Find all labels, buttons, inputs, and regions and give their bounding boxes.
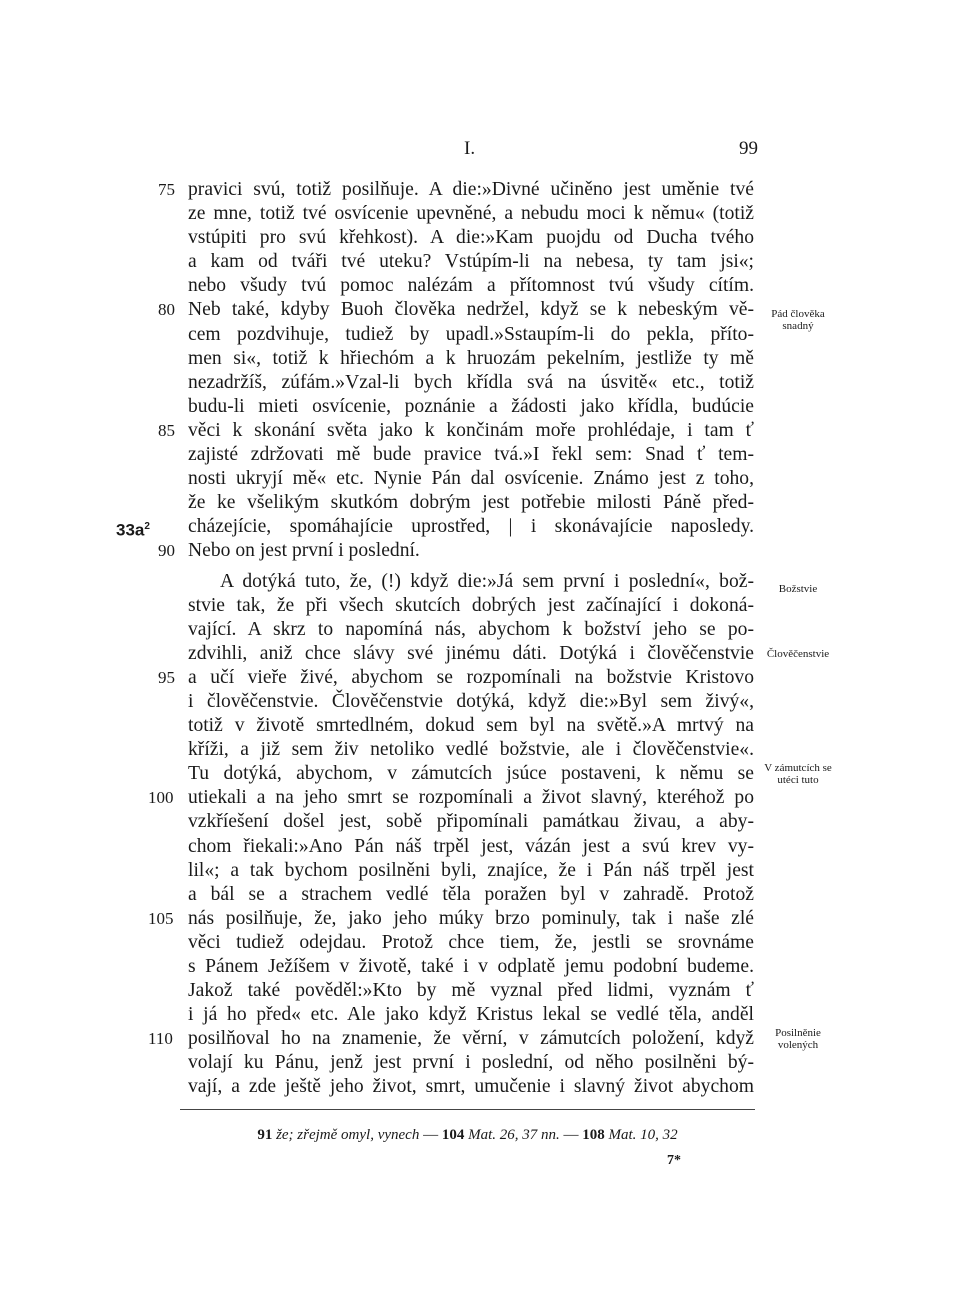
text-line (188, 618, 754, 642)
text-line (188, 690, 754, 714)
line-text: posilňoval ho na znamenie, že věrní, v zámutcích položení, když (188, 1028, 754, 1050)
line-text: chom řiekali:»Ano Pán náš trpěl jest, vázán jest a svú krev vy- (188, 835, 754, 857)
signature-mark: 7* (667, 1153, 681, 1168)
line-text: nás posilňuje, že, jako jeho múky brzo pominuly, tak i naše zlé (188, 907, 754, 929)
running-head (150, 138, 758, 162)
line-text: pravici svú, totiž posilňuje. A die:»Divné učiněno jest uměnie tvé (188, 179, 754, 200)
text-line (188, 347, 754, 371)
line-text: nosti ukryjí mě« etc. Nynie Pán dal osvícenie. Známo jest z toho, (188, 468, 754, 490)
folio-sigla-sup: 2 (144, 521, 150, 533)
line-text: vzkříešení došel jest, sobě připomínali památkau živau, a aby- (188, 811, 754, 833)
footnote-ref: 104 (441, 1127, 465, 1143)
line-text: vají, a zde ještě jeho život, smrt, umučenie i slavný život abychom (188, 1076, 754, 1098)
line-text: a učí vieře živé, abychom se rozpomínali na božstvie Kristovo (188, 666, 754, 688)
text-line (158, 178, 754, 202)
text-line (188, 443, 754, 467)
line-text: A dotýká tuto, že, (!) když die:»Já sem první i poslední«, bož- (220, 570, 754, 592)
margin-note-posilnenie (752, 1027, 844, 1051)
text-line (188, 859, 754, 883)
line-number: 75 (158, 180, 175, 199)
line-text: nebo všudy tvú pomoc nalézám a přítomnost tvú všudy cítím. (188, 275, 754, 297)
line-text: nezadržíš, zúfám.»Vzal-li bych křídla svá na úsvitě« etc., totiž (188, 371, 754, 393)
margin-note-line: V zámutcích se (764, 762, 832, 774)
line-text: men si«, totiž k hřiechóm a k hruozám pekelním, jestliže ty mě (188, 347, 754, 369)
text-line (188, 1051, 754, 1075)
text-line (148, 786, 754, 810)
footnote-text: Mat. 10, 32 (608, 1127, 678, 1143)
text-line (158, 666, 754, 690)
text-line (158, 298, 754, 322)
margin-note-line: Posilněnie (775, 1027, 821, 1039)
margin-note-line: Člověčenstvie (766, 648, 830, 660)
line-text: kříži, a již sem živ netoliko vedlé božstvie, ale i člověčenstvie«. (188, 739, 754, 761)
text-line (158, 539, 754, 563)
line-text: volají ku Pánu, jenž jest první i poslední, od něho posilněni bý- (188, 1052, 754, 1074)
text-line (188, 810, 754, 834)
text-line (188, 955, 754, 979)
text-line (188, 371, 754, 395)
text-line (188, 323, 754, 347)
line-text: lil«; a tak bychom posilněni byli, znajíce, že i Pán náš trpěl jest (188, 859, 754, 881)
margin-note-line: utéci tuto (777, 774, 819, 786)
line-text: zajisté zdržovati mě bude pravice tvá.»I řekl sem: Snad ť tem- (188, 444, 754, 466)
line-text: budu-li mieti osvícenie, poznánie a žádosti jako křídla, budúcie (188, 395, 754, 417)
line-text: utiekali a na jeho smrt se rozpomínali a život slavný, kteréhož po (188, 787, 754, 809)
line-text: cházejície, spomáhajície uprostřed, | i skonávajície naposledy. (188, 516, 754, 538)
line-number: 95 (158, 667, 175, 687)
margin-note-bozstvie (752, 583, 844, 595)
line-text: ze mne, totiž tvé osvícenie upevněné, a nebudu moci k němu« (totiž (188, 203, 754, 225)
line-text: Tu dotýká, abychom, v zámutcích jsúce postaveni, k němu se (188, 763, 754, 785)
footnote-ref: 91 (257, 1127, 273, 1143)
line-text: i člověčenstvie. Člověčenstvie dotýká, když die:»Byl sem živý«, (188, 690, 754, 712)
text-line (188, 274, 754, 298)
line-text: Nebo on jest první i poslední. (188, 540, 420, 562)
line-text: Neb také, kdyby Buoh člověka nedržel, když se k nebeským vě- (188, 299, 754, 321)
line-text: i já ho před« etc. Ale jako když Kristus lekal se vedlé těla, anděl (188, 1004, 754, 1026)
section-number: I. (464, 138, 476, 159)
footnote-separator: — (423, 1127, 439, 1143)
line-number: 85 (158, 420, 175, 440)
footnote-text: Mat. 26, 37 nn. (468, 1127, 560, 1143)
text-line (188, 467, 754, 491)
line-text: zdvihli, aniž chce slávy své jinému dáti. Dotýká i člověčenstvie (188, 642, 754, 664)
margin-note-clovecenstvie (752, 648, 844, 660)
folio-sigla (116, 515, 150, 543)
text-line (188, 202, 754, 226)
text-line (188, 738, 754, 762)
line-text: vající. A skrz to napomíná nás, abychom k božství jeho se po- (188, 618, 754, 640)
text-line (188, 570, 754, 594)
footnote-text: že; zřejmě omyl, vynech (276, 1127, 420, 1143)
line-text: s Pánem Ježíšem v životě, také i v odplatě jemu podobní budeme. (188, 956, 754, 977)
text-line (188, 1003, 754, 1027)
text-line (188, 979, 754, 1003)
line-text: cem pozdvihuje, tudiež by upadl.»Sstaupím-li do pekla, přítо- (188, 323, 754, 345)
footnote-separator: — (563, 1127, 579, 1143)
line-number: 80 (158, 300, 175, 320)
margin-note-line: Božstvie (778, 583, 818, 595)
text-line (188, 395, 754, 419)
text-line (188, 931, 754, 955)
line-number: 110 (148, 1029, 173, 1049)
text-line (188, 883, 754, 907)
footnote-ref: 108 (582, 1127, 605, 1143)
line-text: Jakož také pověděl:»Kto by mě vyznal před lidmi, vyznám ť (188, 980, 754, 1002)
line-text: vstúpiti pro svú křehkost). A die:»Kam puojdu od Ducha tvého (188, 227, 754, 249)
text-line (188, 226, 754, 250)
folio-sigla-main: 33a (116, 520, 145, 540)
text-line (148, 907, 754, 931)
line-number: 105 (148, 908, 174, 928)
text-line (148, 1027, 754, 1051)
footnote (180, 1127, 755, 1144)
margin-note-line: snadný (782, 320, 814, 332)
text-line (188, 594, 754, 618)
text-line (188, 714, 754, 738)
line-text: že ke všelikým skutkóm dobrým jest potřebie milosti Páně před- (188, 492, 754, 514)
line-number: 90 (158, 541, 175, 561)
margin-note-pad-cloveka (752, 308, 844, 332)
margin-note-line: volených (777, 1039, 819, 1051)
main-text (116, 178, 754, 1100)
line-text: stvie tak, že při všech skutcích dobrých jest začínající i dokoná- (188, 594, 754, 616)
text-line (116, 515, 754, 540)
line-text: věci tudiež odejdau. Protož chce tiem, že, jestli se srovnáme (188, 931, 754, 953)
text-line (188, 835, 754, 859)
line-number: 100 (148, 788, 174, 808)
text-line (188, 762, 754, 786)
text-line (188, 250, 754, 274)
page-number: 99 (739, 138, 758, 159)
margin-note-v-zamutcich (752, 762, 844, 786)
line-text: a bál se a strachem vedlé těla poražen byl v zahradě. Protož (188, 883, 754, 905)
line-text: a kam od tváři tvé uteku? Vstúpím-li na nebesa, ty tam jsi«; (188, 251, 754, 273)
text-line (188, 491, 754, 515)
margin-note-line: Pád člověka (771, 308, 825, 320)
line-text: totiž v životě smrtedlném, dokud sem byl na světě.»A mrtvý na (188, 715, 754, 737)
text-line (188, 642, 754, 666)
footnote-divider (180, 1109, 755, 1110)
line-text: věci k skonání světa jako k končinám moře prohlédaje, i tam ť (188, 419, 754, 441)
text-line (188, 1075, 754, 1099)
text-line (158, 419, 754, 443)
